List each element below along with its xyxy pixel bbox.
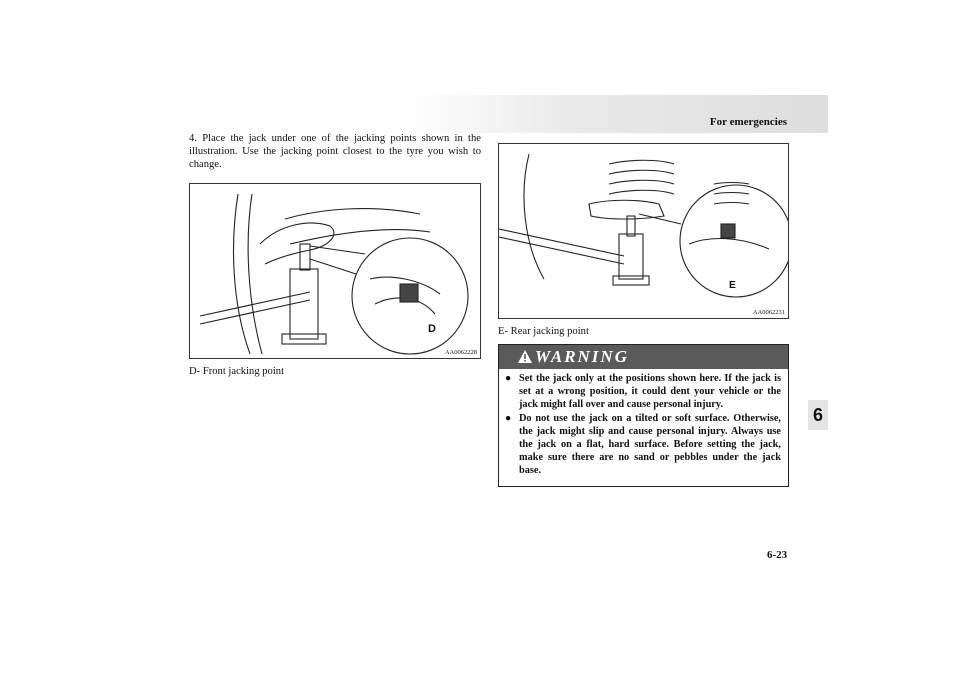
figure-code: AA0062231	[752, 309, 785, 316]
callout-label-d: D	[428, 323, 436, 335]
bullet-icon: ●	[505, 412, 512, 424]
rear-jacking-figure	[498, 143, 789, 319]
rear-figure-caption: E- Rear jacking point	[498, 326, 589, 337]
warning-box	[498, 344, 789, 487]
section-title: For emergencies	[709, 116, 787, 128]
step-number: 4.	[189, 133, 197, 144]
front-jacking-figure	[189, 183, 481, 359]
page-number: 6-23	[767, 549, 788, 561]
warning-list	[505, 372, 781, 478]
warning-triangle-icon	[517, 349, 533, 364]
rear-jack-illustration	[499, 144, 788, 318]
warning-header	[499, 345, 788, 369]
step-text: Place the jack under one of the jacking points shown in the illustration. Use the jacking point closest to the tyre you wish to change.	[189, 133, 481, 170]
instruction-step	[189, 132, 481, 171]
warning-item: ● Set the jack only at the positions shown here. If the jack is set at a wrong position, it could dent your vehicle or the jack might fall over and cause personal injury.	[505, 373, 781, 411]
front-figure-caption: D- Front jacking point	[189, 366, 285, 377]
chapter-tab: 6	[808, 400, 828, 430]
callout-label-e: E	[729, 280, 736, 291]
warning-item: ● Do not use the jack on a tilted or soft surface. Otherwise, the jack might slip and cause personal injury. Always use the jack on a flat, hard surface. Before setting the jack, make sure there are no sand or pebbles under the jack base.	[505, 412, 781, 477]
warning-title: WARNING	[535, 347, 629, 366]
front-jack-illustration	[190, 184, 480, 358]
bullet-icon: ●	[505, 373, 512, 384]
figure-code: AA0062228	[444, 349, 477, 356]
